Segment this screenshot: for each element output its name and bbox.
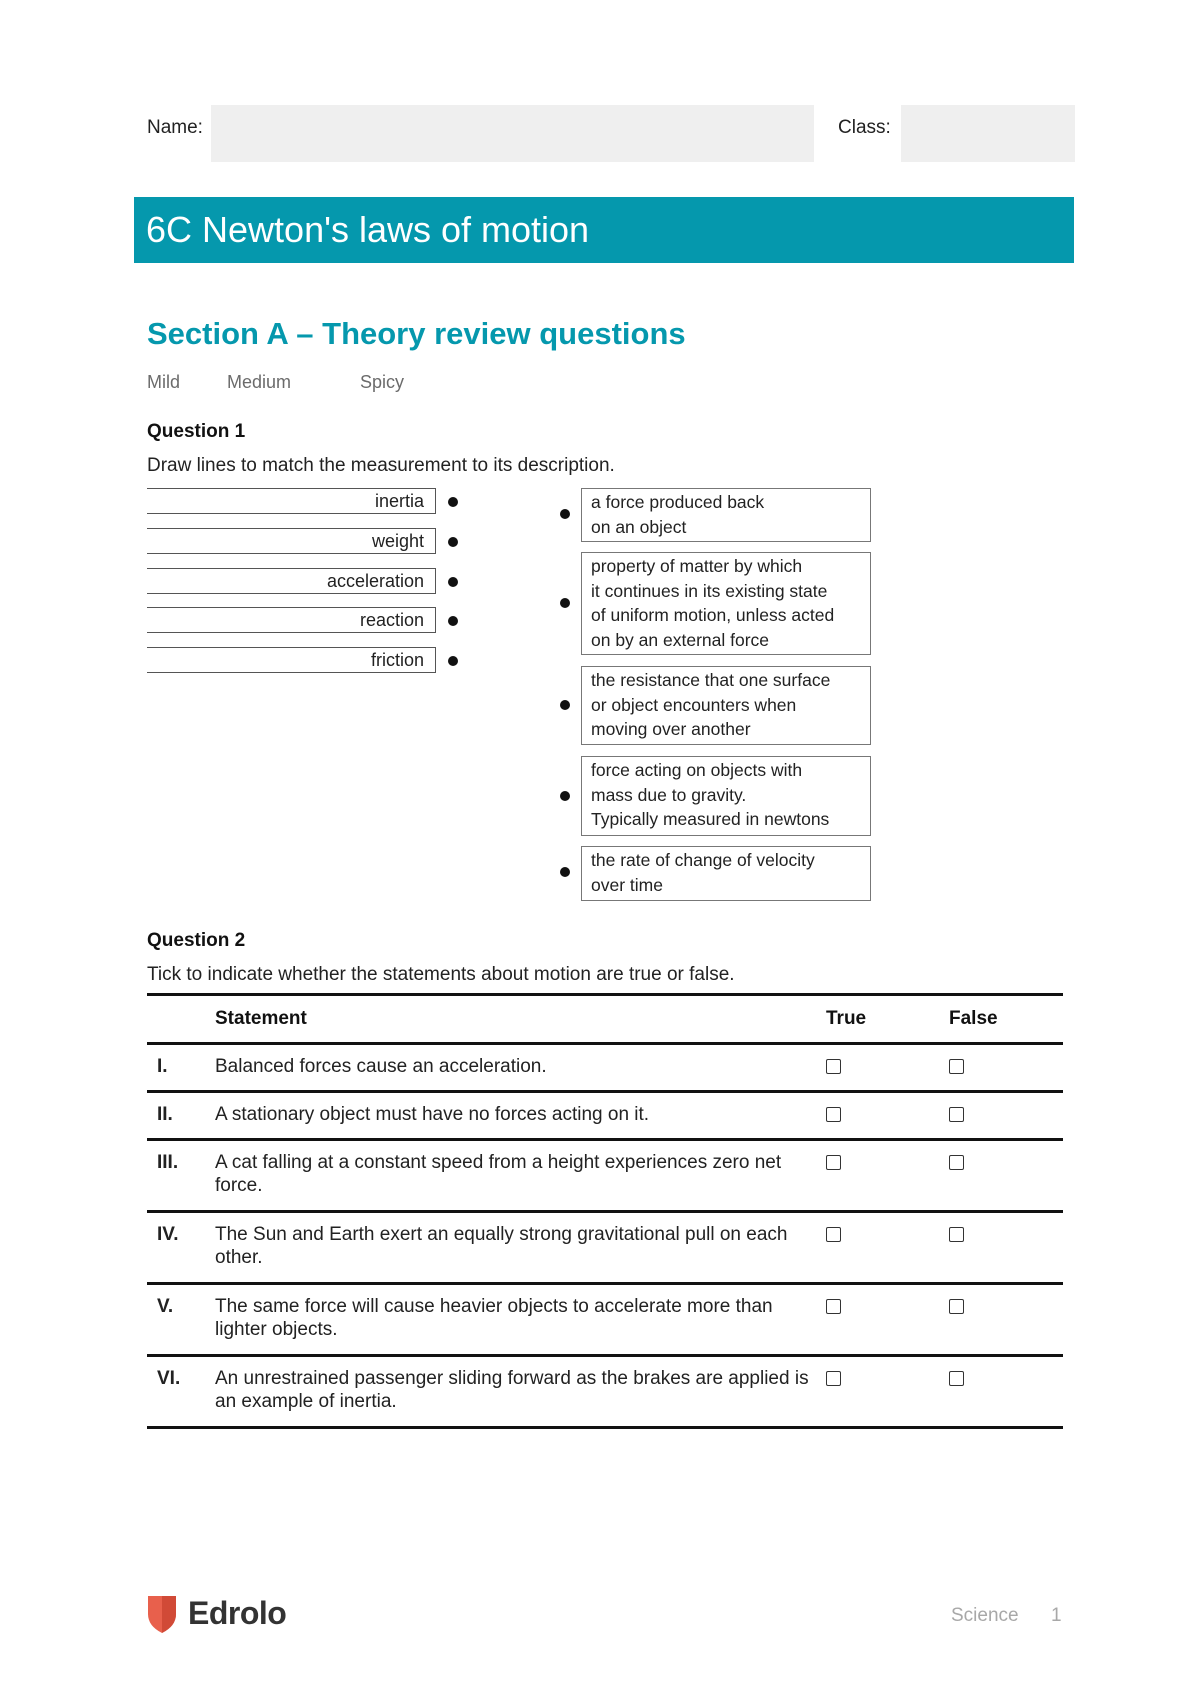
row-number: IV. bbox=[157, 1224, 179, 1245]
false-checkbox[interactable] bbox=[949, 1155, 964, 1170]
question-1-heading: Question 1 bbox=[147, 421, 246, 442]
true-checkbox[interactable] bbox=[826, 1107, 841, 1122]
row-statement: The same force will cause heavier objects to accelerate more than lighter objects. bbox=[215, 1296, 773, 1340]
term-match-dot[interactable] bbox=[448, 616, 458, 626]
row-statement: The Sun and Earth exert an equally strong gravitational pull on each other. bbox=[215, 1224, 788, 1268]
table-header-row bbox=[147, 995, 1063, 1044]
name-label: Name: bbox=[147, 117, 203, 138]
row-number: VI. bbox=[157, 1368, 181, 1389]
table-row bbox=[147, 1212, 1063, 1284]
description-line: the rate of change of velocity bbox=[591, 850, 815, 870]
description-line: force acting on objects with bbox=[591, 760, 803, 780]
term-label: weight bbox=[371, 531, 424, 551]
name-field[interactable] bbox=[211, 105, 814, 162]
row-number: I. bbox=[157, 1056, 168, 1077]
description-line: moving over another bbox=[591, 719, 751, 739]
row-statement: An unrestrained passenger sliding forward as the brakes are applied is an example of inertia. bbox=[215, 1368, 809, 1412]
number-column-header bbox=[147, 995, 215, 1044]
description-box bbox=[581, 756, 871, 836]
true-checkbox[interactable] bbox=[826, 1227, 841, 1242]
class-label: Class: bbox=[838, 117, 891, 138]
description-line: or object encounters when bbox=[591, 694, 797, 715]
term-label: inertia bbox=[374, 491, 424, 511]
false-checkbox[interactable] bbox=[949, 1227, 964, 1242]
question-1-prompt: Draw lines to match the measurement to its description. bbox=[147, 455, 615, 476]
description-match-dot[interactable] bbox=[560, 700, 570, 710]
term-label: acceleration bbox=[326, 571, 424, 591]
term-box bbox=[147, 568, 436, 594]
term-box bbox=[147, 647, 436, 673]
description-box bbox=[581, 552, 871, 655]
page-title: 6C Newton's laws of motion bbox=[146, 209, 590, 250]
false-checkbox[interactable] bbox=[949, 1299, 964, 1314]
question-2-heading: Question 2 bbox=[147, 930, 246, 951]
description-match-dot[interactable] bbox=[560, 598, 570, 608]
term-label: reaction bbox=[359, 610, 424, 630]
row-statement: A stationary object must have no forces acting on it. bbox=[215, 1104, 650, 1125]
row-number: III. bbox=[157, 1152, 179, 1173]
table-row bbox=[147, 1356, 1063, 1428]
true-column-header: True bbox=[826, 1008, 867, 1029]
false-column-header: False bbox=[949, 1008, 998, 1029]
description-line: on an object bbox=[591, 516, 687, 537]
class-field[interactable] bbox=[901, 105, 1075, 162]
term-match-dot[interactable] bbox=[448, 577, 458, 587]
false-checkbox[interactable] bbox=[949, 1371, 964, 1386]
term-label: friction bbox=[370, 650, 424, 670]
row-number: V. bbox=[157, 1296, 174, 1317]
term-box bbox=[147, 607, 436, 633]
description-line: mass due to gravity. bbox=[591, 784, 747, 805]
description-match-dot[interactable] bbox=[560, 867, 570, 877]
true-checkbox[interactable] bbox=[826, 1371, 841, 1386]
description-line: property of matter by which bbox=[591, 556, 803, 576]
level-medium: Medium bbox=[227, 372, 292, 392]
description-line: the resistance that one surface bbox=[591, 670, 831, 690]
level-mild: Mild bbox=[147, 372, 181, 392]
description-line: Typically measured in newtons bbox=[591, 809, 830, 829]
table-row bbox=[147, 1044, 1063, 1092]
description-line: on by an external force bbox=[591, 629, 770, 650]
shield-logo-icon bbox=[147, 1594, 177, 1634]
term-match-dot[interactable] bbox=[448, 656, 458, 666]
title-banner bbox=[134, 197, 1074, 263]
false-checkbox[interactable] bbox=[949, 1059, 964, 1074]
question-2-prompt: Tick to indicate whether the statements about motion are true or false. bbox=[147, 964, 735, 985]
description-box bbox=[581, 488, 871, 542]
description-line: over time bbox=[591, 874, 663, 895]
true-checkbox[interactable] bbox=[826, 1059, 841, 1074]
description-line: a force produced back bbox=[591, 492, 765, 512]
term-box bbox=[147, 528, 436, 554]
description-match-dot[interactable] bbox=[560, 509, 570, 519]
row-statement: Balanced forces cause an acceleration. bbox=[215, 1056, 547, 1077]
false-checkbox[interactable] bbox=[949, 1107, 964, 1122]
description-line: of uniform motion, unless acted bbox=[591, 605, 835, 625]
term-match-dot[interactable] bbox=[448, 497, 458, 507]
row-statement: A cat falling at a constant speed from a height experiences zero net force. bbox=[215, 1152, 782, 1196]
section-title: Section A – Theory review questions bbox=[147, 316, 686, 351]
term-box bbox=[147, 488, 436, 514]
level-spicy: Spicy bbox=[360, 372, 405, 392]
term-match-dot[interactable] bbox=[448, 537, 458, 547]
row-number: II. bbox=[157, 1104, 173, 1125]
statement-column-header: Statement bbox=[215, 1008, 307, 1029]
description-box bbox=[581, 846, 871, 901]
true-checkbox[interactable] bbox=[826, 1299, 841, 1314]
description-line: it continues in its existing state bbox=[591, 580, 828, 601]
footer-subject: Science bbox=[951, 1605, 1019, 1626]
table-row bbox=[147, 1140, 1063, 1212]
description-box bbox=[581, 666, 871, 745]
true-checkbox[interactable] bbox=[826, 1155, 841, 1170]
table-row bbox=[147, 1092, 1063, 1140]
true-false-table bbox=[147, 993, 1063, 1429]
edrolo-logo-text: Edrolo bbox=[188, 1595, 287, 1631]
description-match-dot[interactable] bbox=[560, 791, 570, 801]
table-row bbox=[147, 1284, 1063, 1356]
page-number: 1 bbox=[1051, 1605, 1062, 1626]
